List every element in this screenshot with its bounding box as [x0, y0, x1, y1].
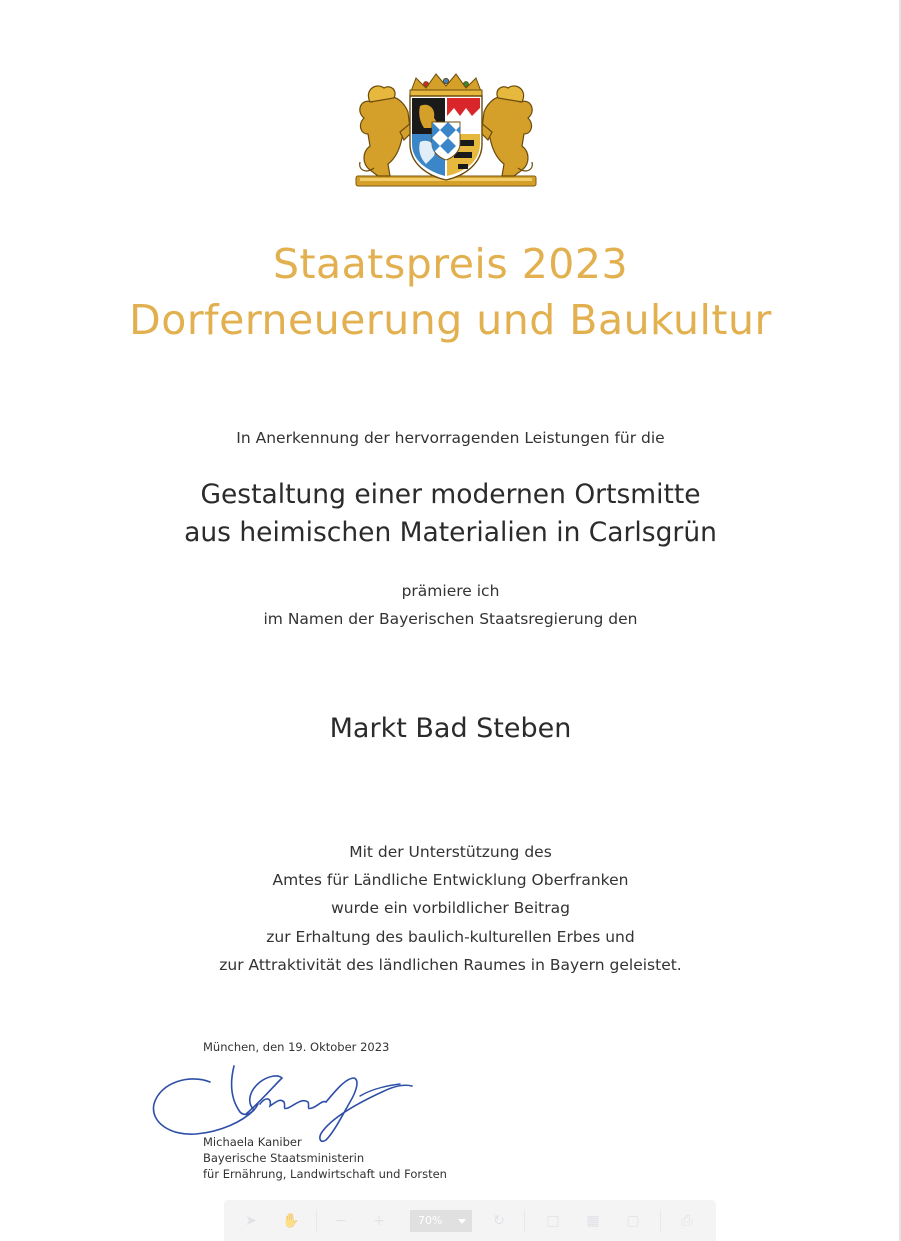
fullscreen-icon[interactable]: ▢ — [626, 1213, 640, 1229]
pointer-icon[interactable]: ➤ — [245, 1213, 257, 1229]
project-title-line2: aus heimischen Materialien in Carlsgrün — [184, 517, 717, 548]
page-icon[interactable]: □ — [546, 1213, 560, 1229]
award-statement-line1: prämiere ich — [401, 582, 500, 600]
toolbar-separator — [660, 1210, 661, 1232]
support-line3: wurde ein vorbildlicher Beitrag — [331, 899, 570, 918]
toolbar-separator — [524, 1210, 525, 1232]
zoom-level-value: 70% — [418, 1214, 443, 1227]
hand-icon[interactable]: ✋ — [282, 1213, 300, 1229]
signer-role: Bayerische Staatsministerin — [203, 1151, 365, 1165]
zoom-in-icon[interactable]: + — [373, 1213, 385, 1229]
pdf-viewer-toolbar — [224, 1200, 716, 1241]
signer-name: Michaela Kaniber — [203, 1135, 302, 1149]
award-title-line1: Staatspreis 2023 — [272, 240, 629, 288]
support-statement — [0, 838, 901, 979]
project-title-line1: Gestaltung einer modernen Ortsmitte — [200, 479, 701, 510]
support-line2: Amtes für Ländliche Entwicklung Oberfranken — [272, 871, 629, 890]
support-line5: zur Attraktivität des ländlichen Raumes in Bayern geleistet. — [219, 955, 682, 974]
zoom-out-icon[interactable]: − — [335, 1213, 347, 1229]
toolbar-separator — [316, 1210, 317, 1232]
award-title-line2: Dorferneuerung und Baukultur — [129, 296, 772, 344]
intro-text: In Anerkennung der hervorragenden Leistungen für die — [236, 429, 665, 447]
signer-block — [203, 1134, 447, 1182]
chevron-down-icon — [458, 1219, 466, 1224]
print-icon[interactable]: ⎙ — [681, 1213, 693, 1229]
signer-ministry: für Ernährung, Landwirtschaft und Forsten — [203, 1167, 447, 1181]
bavarian-coat-of-arms — [350, 72, 542, 190]
place-date: München, den 19. Oktober 2023 — [203, 1040, 390, 1054]
recipient-name: Markt Bad Steben — [329, 713, 572, 744]
award-title — [0, 236, 901, 348]
award-statement — [0, 577, 901, 633]
award-statement-line2: im Namen der Bayerischen Staatsregierung den — [263, 610, 638, 628]
project-title — [0, 476, 901, 552]
fit-page-icon[interactable]: ▦ — [586, 1213, 600, 1229]
zoom-level-select[interactable] — [410, 1210, 472, 1232]
support-line4: zur Erhaltung des baulich-kulturellen Erbes und — [266, 927, 635, 946]
support-line1: Mit der Unterstützung des — [349, 843, 552, 861]
rotate-icon[interactable]: ↻ — [493, 1213, 505, 1229]
